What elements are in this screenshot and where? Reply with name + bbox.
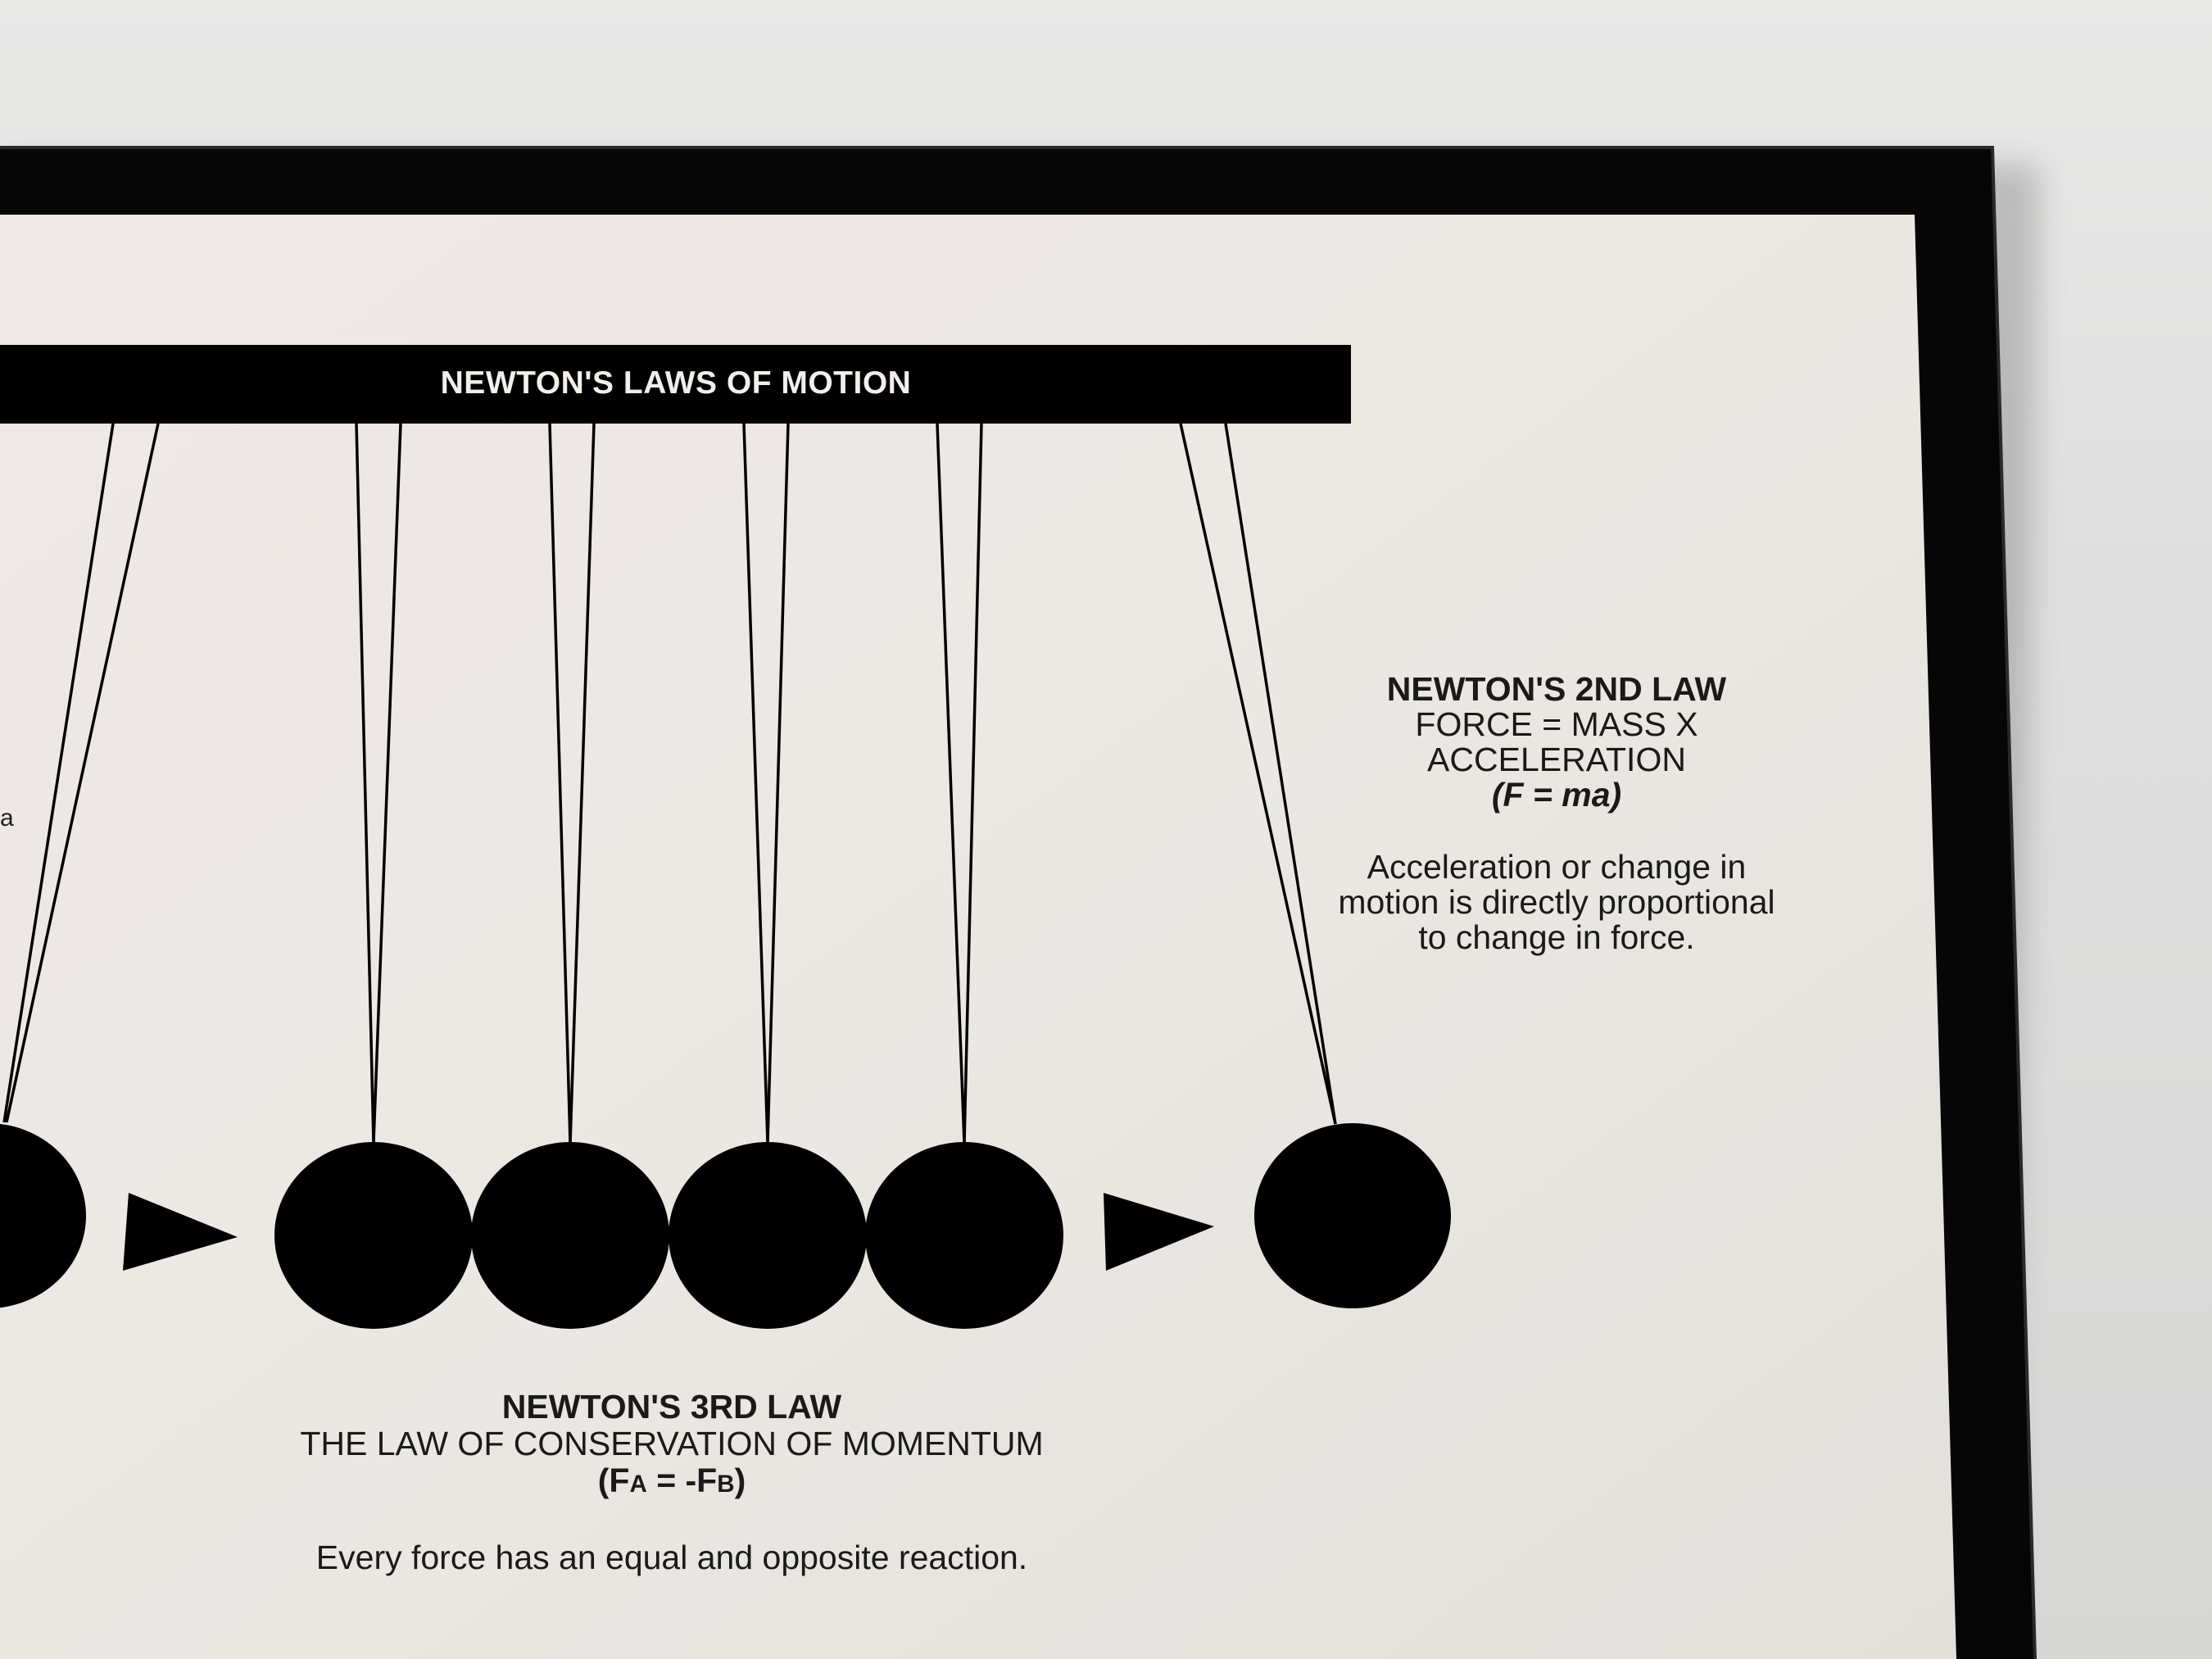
ball-3: [669, 1142, 867, 1329]
ball-4: [865, 1142, 1063, 1329]
law3-formula-close: ): [734, 1462, 746, 1499]
law2-desc-line1: Acceleration or change in: [1367, 848, 1747, 886]
law3-formula-mid: = -F: [646, 1462, 718, 1499]
law2-desc-line2: motion is directly proportional: [1338, 883, 1775, 921]
poster-title: NEWTON'S LAWS OF MOTION: [440, 365, 912, 401]
cut-off-text-fragment: a: [0, 805, 14, 832]
ball-right-swung: [1254, 1123, 1451, 1308]
ball-1: [274, 1142, 473, 1329]
newtons-3rd-law-block: [205, 1389, 1139, 1576]
newtons-2nd-law-block: [1294, 672, 1819, 955]
law3-formula-sub-a: A: [629, 1471, 647, 1498]
ball-2: [471, 1142, 669, 1329]
law2-line1: FORCE = MASS X: [1415, 705, 1698, 743]
law3-formula-sub-b: B: [717, 1471, 735, 1498]
law3-formula-open: (F: [597, 1462, 630, 1499]
law3-formula: [205, 1462, 1139, 1503]
law3-description: Every force has an equal and opposite reaction.: [315, 1539, 1028, 1576]
law2-formula: (F = ma): [1491, 776, 1622, 814]
law2-line2: ACCELERATION: [1427, 741, 1686, 778]
law2-description: [1294, 850, 1819, 955]
law2-desc-line3: to change in force.: [1418, 918, 1695, 956]
law3-heading: NEWTON'S 3RD LAW: [501, 1388, 842, 1426]
law2-heading: NEWTON'S 2ND LAW: [1386, 670, 1727, 708]
law3-subtitle: THE LAW OF CONSERVATION OF MOMENTUM: [300, 1425, 1044, 1462]
